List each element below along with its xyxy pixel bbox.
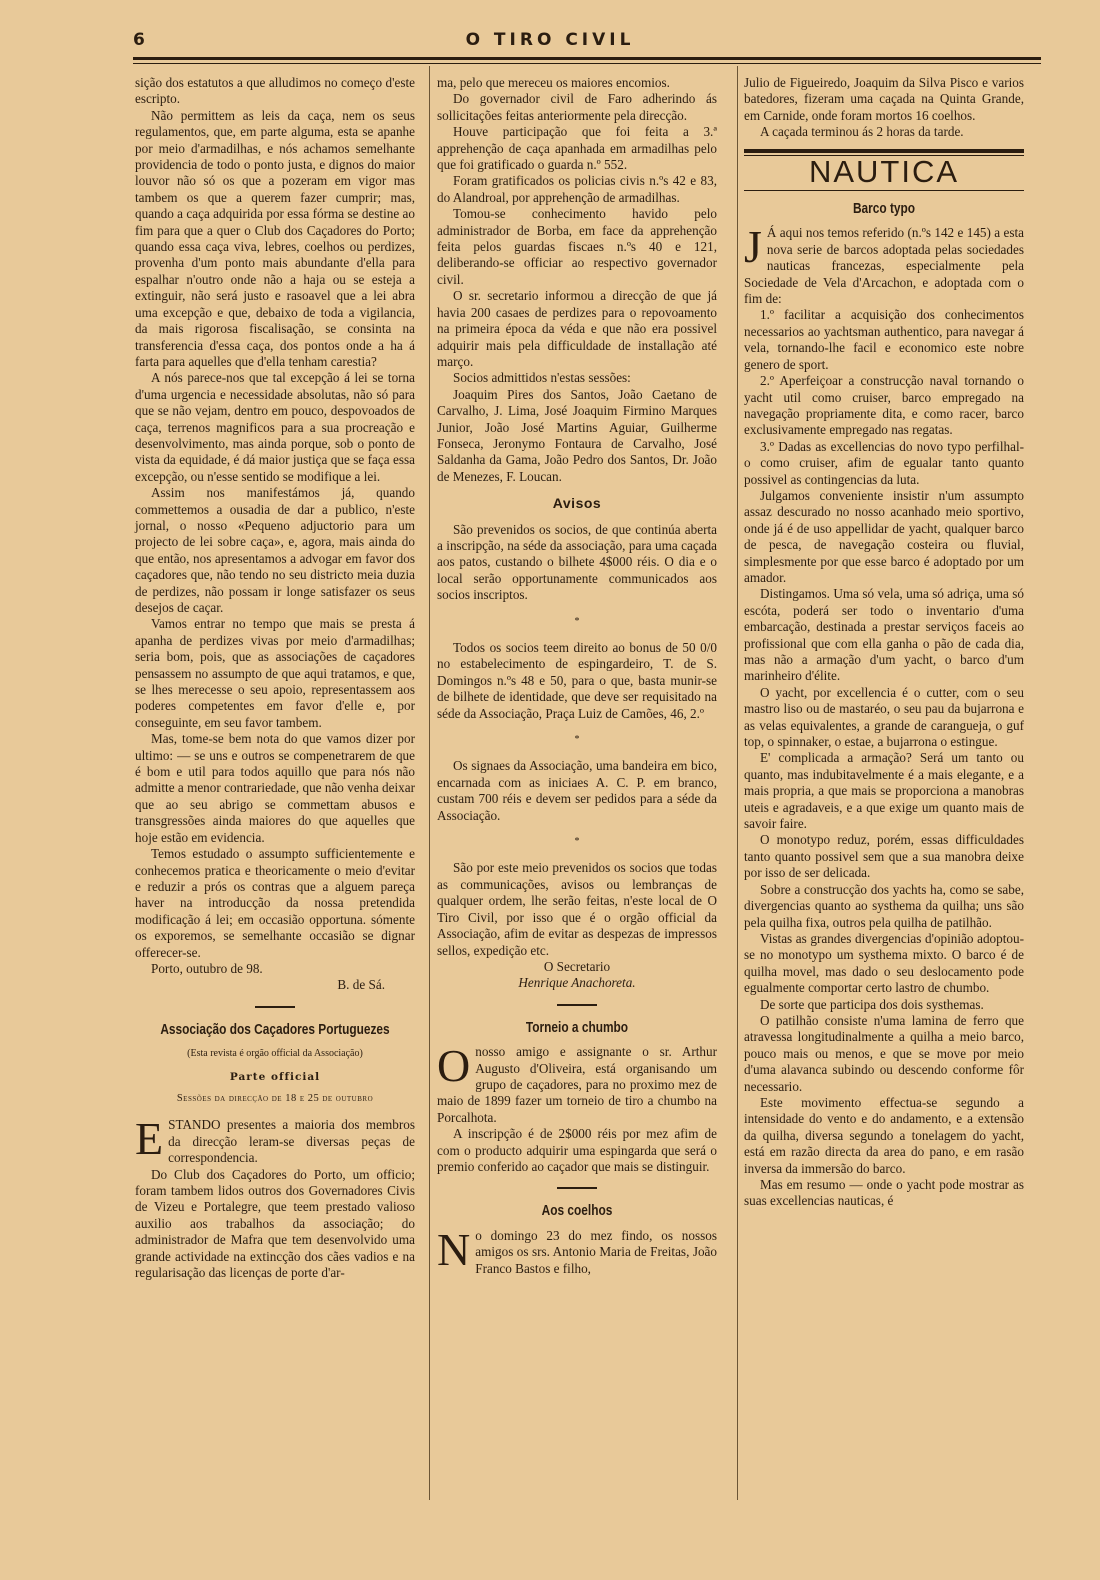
paragraph: De sorte que participa dos dois systhemas. <box>760 996 984 1012</box>
paragraph-with-dropcap <box>135 1113 415 1166</box>
paragraph: A inscripção é de 2$000 réis por mez afim de com o producto adquirir uma espingarda que será o premio conferido ao caçador que mais se distinguir. <box>437 1126 717 1174</box>
paragraph: 3.º Dadas as excellencias do novo typo perfilhal-o como cruiser, afim de egualar tanto quanto possivel as contingencias da luta. <box>744 438 1024 487</box>
paragraph: Do governador civil de Faro adherindo ás sollicitações feitas anteriormente pela direcção. <box>437 91 717 123</box>
aviso: São por este meio prevenidos os socios que todas as communicações, avisos ou lembranças de qualquer ordem, lhe serão feitas, n'este local de O Tiro Civil, por isso que é o orgão official da Associação, afim de evitar as despezas de impressos sellos, expedição etc. <box>437 860 717 958</box>
paragraph: O yacht, por excellencia é o cutter, com o seu mastro liso ou de mastaréo, o seu pau da bujarrona e as velas equivalentes, a grande de carangueja, o guf top, o spinnaker, o estae, a bujarrona o estingue. <box>744 684 1024 750</box>
paragraph: Vamos entrar no tempo que mais se presta á apanha de perdizes vivas por meio d'armadilhas; seria bom, pois, que as associações de caçadores pensassem no assumpto de que aqui tratamos, e que, se lhes merecesse o seu apoio, representassem aos poderes competentes em favor d'elle e, por conseguinte, em seu favor tambem. <box>135 616 415 730</box>
section-title-avisos: Avisos <box>552 495 602 512</box>
paragraph: Do Club dos Caçadores do Porto, um officio; foram tambem lidos outros dos Governadores Civis de Vizeu e Portalegre, que teem prestado valioso auxilio aos trabalhos da associação; do administrador de Mafra que tem desenvolvido uma grande actividade na extincção dos cães vadios e na regularisação das licenças de porte d'ar- <box>135 1166 415 1281</box>
dateline: Porto, outubro de 98. <box>151 960 263 976</box>
section-rule-thin <box>744 190 1024 191</box>
header-rule-thick <box>133 57 1041 60</box>
column-3 <box>744 75 1024 1210</box>
paragraph: Julio de Figueiredo, Joaquim da Silva Pisco e varios batedores, fizeram uma caçada na Quinta Grande, em Carnide, onde foram mortos 16 coelhos. <box>744 75 1024 123</box>
paragraph: Assim nos manifestámos já, quando commettemos a ousadia de dar a publico, n'este jornal, o nosso «Pequeno adjuctorio para um projecto de lei sobre caça», e, agora, mais ainda do que então, nos apresentamos a advogar em favor dos caçadores que, não tendo no seu districto meia duzia de perdizes, não possam ir longe satisfazer os seus desejos de caçar. <box>135 485 415 615</box>
paragraph-text: STANDO presentes a maioria dos membros da direcção leram-se diversas peças de correspondencia. <box>168 1117 415 1166</box>
paragraph: Temos estudado o assumpto sufficientemente e conhecemos pratica e theoricamente o meio d'evitar e reduzir a prós os contras que a alguem pareça haver na introducção da nossa pretendida modificação á lei; em occasião opportuna. sómente os exporemos, se semelhante occasião se dignar offerecer-se. <box>135 846 415 960</box>
aviso: São prevenidos os socios, de que continúa aberta a inscripção, na séde da associação, para uma caçada aos patos, custando o bilhete 4$000 réis. O dia e o local serão opportunamente communicados aos socios inscriptos. <box>437 521 717 603</box>
asterisk-separator: * <box>574 615 580 627</box>
section-subtitle: (Esta revista é orgão official da Associação) <box>187 1048 363 1060</box>
header-rule-thin <box>133 63 1041 64</box>
paragraph-text: Á aqui nos temos referido (n.ºs 142 e 145) a esta nova serie de barcos adoptada pelas sociedades nauticas francezas, especialmente pela Sociedade de Vela d'Arcachon, e adoptada com o fim de: <box>744 225 1024 307</box>
aviso: Os signaes da Associação, uma bandeira em bico, encarnada com as iniciaes A. C. P. em branco, custam 700 réis e devem ser pedidos para a séde da Associação. <box>437 758 717 823</box>
paragraph: A caçada terminou ás 2 horas da tarde. <box>760 124 964 140</box>
paragraph-with-dropcap <box>437 1040 717 1126</box>
paragraph: Mas, tome-se bem nota do que vamos dizer por ultimo: — se uns e outros se compenetrarem de que é bom e util para todos aquillo que para nós não admitte a menor contrariedade, que não venha deixar que ao seu abrigo se commettam abusos e transgressões ainda maiores do que aquelles que hoje estão em evidencia. <box>135 731 415 845</box>
aviso: Todos os socios teem direito ao bonus de 50 0/0 no estabelecimento de espingardeiro, T. de S. Domingos n.ºs 48 e 50, para o que, basta munir-se de bilhete de identidade, que deve ser requisitado na séde da Associação, Praça Luiz de Camões, 46, 2.º <box>437 640 717 721</box>
paragraph: O monotypo reduz, porém, essas difficuldades tanto quanto possivel sem que a sua manobra deixe por isso de ser delicada. <box>744 832 1024 881</box>
sessoes-heading: Sessões da direcção de 18 e 25 de outubro <box>176 1092 374 1104</box>
section-rule-thick <box>744 149 1024 153</box>
paragraph: Tomou-se conhecimento havido pelo administrador de Borba, em face da apprehenção feita pelos guardas fiscaes n.ºs 40 e 121, deliberando-se officiar ao respectivo governador civil. <box>437 206 717 287</box>
paragraph: O patilhão consiste n'uma lamina de ferro que atravessa longitudinalmente a quilha a meio barco, pouco mais ou menos, e que se move por meio d'uma alavanca subindo ou descendo conforme fôr necessario. <box>744 1012 1024 1094</box>
paragraph: Distingamos. Uma só vela, uma só adriça, uma só escóta, poderá ser todo o inventario d'uma embarcação, destinada a prestar serviços faceis ao profissional que com ella ganha o pão de cada dia, mas não a armação d'um yacht, o barco d'um marinheiro d'élite. <box>744 586 1024 684</box>
paragraph: Sobre a construcção dos yachts ha, como se sabe, divergencias quanto ao systhema da quilha; uns são pela quilha fixa, outros pela quilha de patilhão. <box>744 881 1024 930</box>
section-divider <box>255 1006 295 1008</box>
section-divider <box>557 1004 597 1006</box>
section-title-nautica: NAUTICA <box>808 153 960 189</box>
drop-cap: N <box>437 1223 471 1275</box>
signature: B. de Sá. <box>337 977 385 993</box>
paragraph: E' complicada a armação? Será um tanto ou quanto, mas indubitavelmente é a mais elegante, e a mais propria, a que mais se proporciona a manobras uteis e agradaveis, e a que exige um quanto mais de savoir faire. <box>744 750 1024 832</box>
paragraph: Foram gratificados os policias civis n.ºs 42 e 83, do Alandroal, por apprehenção de armadilhas. <box>437 173 717 205</box>
article-title-barco-typo: Barco typo <box>852 201 916 218</box>
secretario-label: O Secretario <box>543 958 611 974</box>
section-title-associacao: Associação dos Caçadores Portuguezes <box>160 1021 390 1038</box>
paragraph: Joaquim Pires dos Santos, João Caetano de Carvalho, J. Lima, José Joaquim Firmino Marques Junior, João José Martins Aguiar, Guilherme Fonseca, Jeronymo Fontaura de Carvalho, José Saldanha da Gama, João Pedro dos Santos, Dr. João de Menezes, F. Loucan. <box>437 386 717 484</box>
drop-cap: O <box>437 1040 471 1092</box>
paragraph: Socios admittidos n'estas sessões: <box>453 370 631 386</box>
drop-cap: E <box>135 1113 164 1165</box>
column-divider-1 <box>429 66 430 1500</box>
paragraph: 1.º facilitar a acquisição dos conhecimentos necessarios ao yachtsman authentico, para navegar á vela, tornando-lhe facil e economico este nobre genero de sport. <box>744 307 1024 372</box>
drop-cap: J <box>744 221 762 273</box>
asterisk-separator: * <box>574 836 580 848</box>
paragraph: 2.º Aperfeiçoar a construcção naval tornando o yacht util como cruiser, barco empregado na navegação propriamente dita, e como racer, barco exclusivamente empregado nas regatas. <box>744 373 1024 438</box>
paragraph: sição dos estatutos a que alludimos no começo d'este escripto. <box>135 75 415 107</box>
paragraph: ma, pelo que mereceu os maiores encomios. <box>437 75 670 90</box>
paragraph: Não permittem as leis da caça, nem os seus regulamentos, que, em parte alguma, esta se apanhe por meio d'armadilhas, e nós achamos semelhante providencia de todo o ponto justa, e dignos do maior louvor não só os que a pozeram em vigor mas tambem os que a querem fazer cumprir; mas, quando a caça adquirida por essa fórma se destine ao fim para que a quer o Club dos Caçadores do Porto; quando essa caça viva, lebres, coelhos ou perdizes, provenha d'um ponto mais abundante d'ella para espalhar n'outro onde não a haja ou se esteja a extinguir, não será justo e rasoavel que a lei abra uma excepção e que, debaixo de toda a vigilancia, da mais rigorosa fiscalisação, se consinta na transferencia d'essa caça, dos pontos onde a ha á farta para aquelles que d'ella tenham carestia? <box>135 107 415 369</box>
section-title-coelhos: Aos coelhos <box>541 1203 613 1220</box>
page-number: 6 <box>133 30 146 50</box>
asterisk-separator: * <box>574 734 580 746</box>
paragraph-text: nosso amigo e assignante o sr. Arthur Augusto d'Oliveira, está organisando um grupo de caçadores, para no proximo mez de maio de 1899 fazer um torneio de tiro a chumbo na Porcalhota. <box>437 1044 717 1125</box>
paragraph: Julgamos conveniente insistir n'um assumpto assaz descurado no nosso acanhado meio sportivo, onde já é de uso appellidar de yacht, qualquer barco de pesca, de navegação costeira ou fluvial, simplesmente por que esse barco é adoptado por um amador. <box>744 487 1024 585</box>
column-2 <box>437 75 717 1277</box>
paragraph: O sr. secretario informou a direcção de que já havia 200 casaes de perdizes para o repovoamento na primeira época da véda e que não era possivel adquirir mais pela difficuldade de installação até março. <box>437 288 717 369</box>
section-title-torneio: Torneio a chumbo <box>525 1019 629 1036</box>
column-1 <box>135 75 415 1281</box>
secretario-name: Henrique Anachoreta. <box>518 975 636 991</box>
parte-official-heading: Parte official <box>229 1070 321 1083</box>
paragraph-text: o domingo 23 do mez findo, os nossos amigos os srs. Antonio Maria de Freitas, João Franco Bastos e filho, <box>475 1227 717 1276</box>
paragraph: Mas em resumo — onde o yacht pode mostrar as suas excellencias nauticas, é <box>744 1177 1024 1209</box>
masthead: O TIRO CIVIL <box>465 30 635 50</box>
paragraph-with-dropcap <box>744 221 1024 307</box>
paragraph: Este movimento effectua-se segundo a intensidade do vento e do andamento, e a extensão da quilha, diversa segundo a tonelagem do yacht, está em razão directa da area do pano, e em rasão inversa da immersão do barco. <box>744 1094 1024 1176</box>
paragraph: A nós parece-nos que tal excepção á lei se torna d'uma urgencia e necessidade absolutas, não só para que se não vejam, dentro em pouco, despovoados de caça, terrenos magnificos para a sua procreação e desenvolvimento, mas ainda porque, sob o ponto de vista da equidade, é dá maior justiça que se faça essa excepção, ou n'esse sentido se modifique a lei. <box>135 370 415 484</box>
paragraph: Vistas as grandes divergencias d'opinião adoptou-se no monotypo um systhema mixto. O barco é de quilha movel, mas dado o seu deslocamento pode egualmente comportar certo lastro de chumbo. <box>744 930 1024 996</box>
paragraph-with-dropcap <box>437 1223 717 1277</box>
paragraph: Houve participação que foi feita a 3.ª apprehenção de caça apanhada em armadilhas pelo que foi gratificado o guarda n.º 552. <box>437 124 717 173</box>
column-divider-2 <box>737 66 738 1500</box>
section-divider <box>557 1187 597 1189</box>
